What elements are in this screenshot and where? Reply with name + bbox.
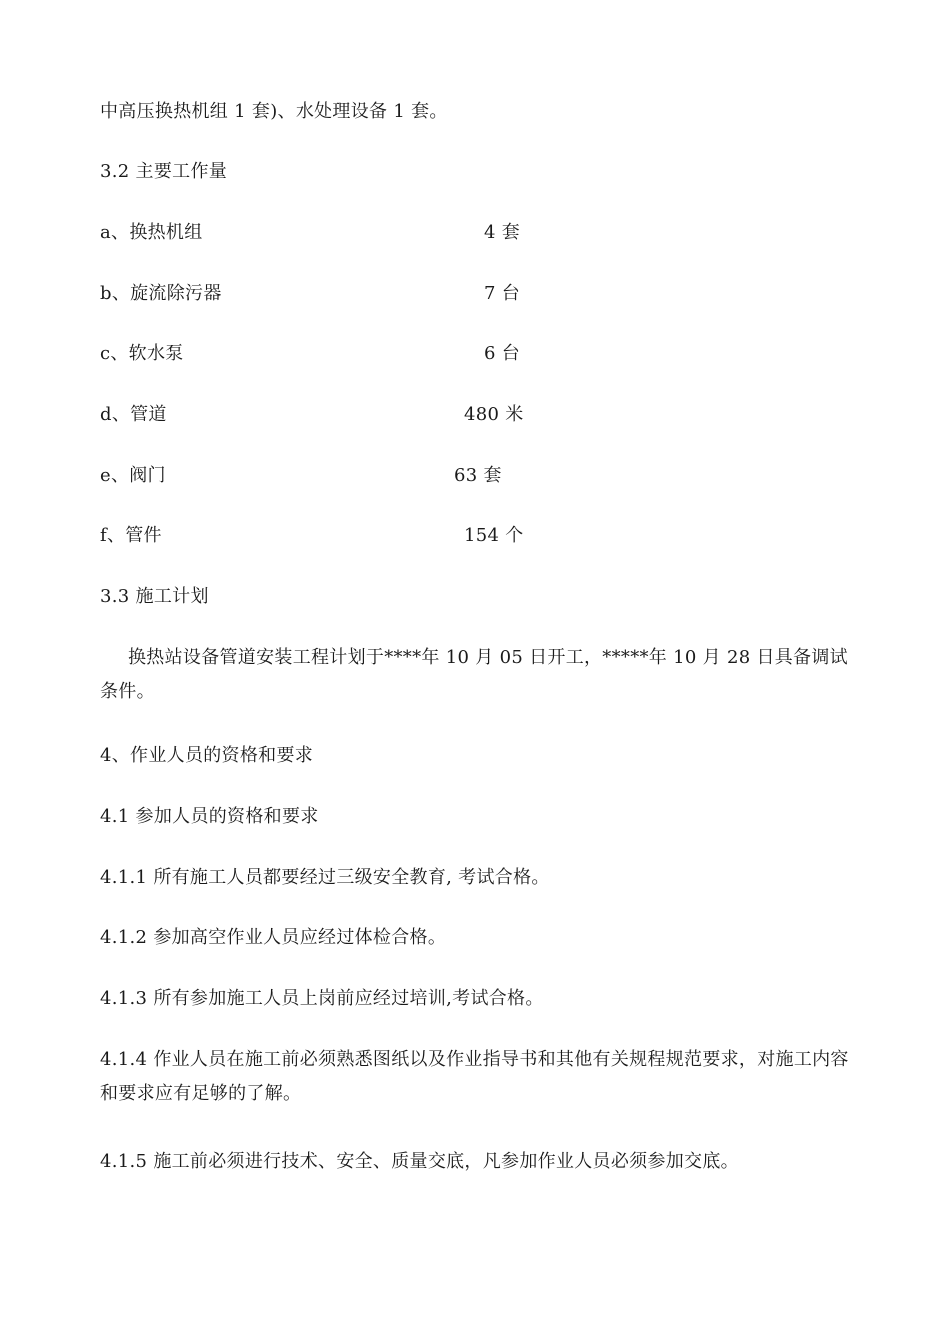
section-3-3-heading: 3.3 施工计划	[100, 586, 209, 607]
section-4-heading: 4、作业人员的资格和要求	[100, 745, 314, 766]
plan-paragraph: 换热站设备管道安装工程计划于****年 10 月 05 日开工，*****年 10 月 28 日具备调试条件。	[100, 647, 848, 702]
item-4-1-4-paragraph: 4.1.4 作业人员在施工前必须熟悉图纸以及作业指导书和其他有关规程规范要求，对施工内容和要求应有足够的了解。	[100, 1049, 849, 1104]
workload-qty-c: 6 台	[484, 343, 521, 364]
workload-item-f: f、管件	[100, 525, 162, 546]
workload-item-e: e、阀门	[100, 465, 166, 486]
item-4-1-3: 4.1.3 所有参加施工人员上岗前应经过培训,考试合格。	[100, 988, 544, 1009]
workload-item-a: a、换热机组	[100, 222, 203, 243]
workload-qty-b: 7 台	[484, 283, 521, 304]
workload-qty-a: 4 套	[484, 222, 521, 243]
workload-item-c: c、软水泵	[100, 343, 184, 364]
item-4-1-5: 4.1.5 施工前必须进行技术、安全、质量交底，凡参加作业人员必须参加交底。	[100, 1151, 739, 1172]
workload-qty-f: 154 个	[464, 525, 524, 546]
section-4-1-heading: 4.1 参加人员的资格和要求	[100, 806, 319, 827]
intro-tail-line: 中高压换热机组 1 套)、水处理设备 1 套。	[100, 101, 448, 122]
section-3-2-heading: 3.2 主要工作量	[100, 161, 228, 182]
workload-item-b: b、旋流除污器	[100, 283, 222, 304]
item-4-1-2: 4.1.2 参加高空作业人员应经过体检合格。	[100, 927, 447, 948]
workload-qty-d: 480 米	[464, 404, 524, 425]
workload-qty-e: 63 套	[454, 465, 502, 486]
item-4-1-1: 4.1.1 所有施工人员都要经过三级安全教育, 考试合格。	[100, 867, 550, 888]
workload-item-d: d、管道	[100, 404, 167, 425]
